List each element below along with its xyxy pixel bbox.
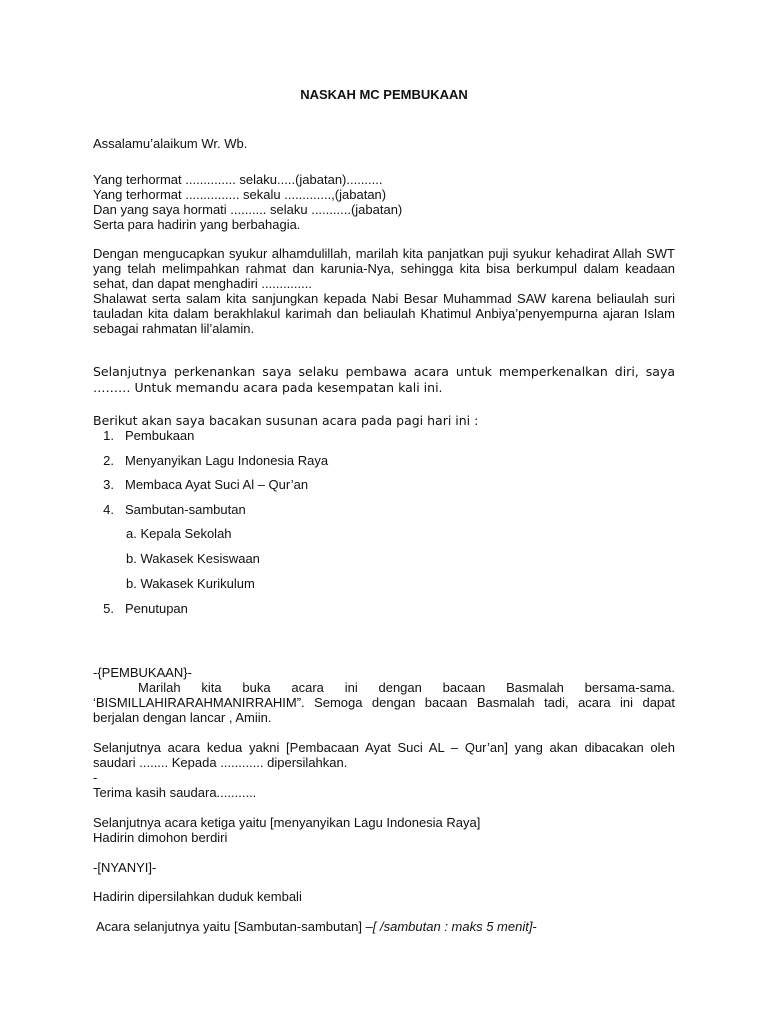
respect-line-1: Yang terhormat .............. selaku.....(jabatan).......... bbox=[93, 172, 383, 187]
respect-line-4: Serta para hadirin yang berbahagia. bbox=[93, 217, 301, 232]
anthem-line: Selanjutnya acara ketiga yaitu [menyanyikan Lagu Indonesia Raya] bbox=[93, 815, 481, 830]
intro-paragraph: Selanjutnya perkenankan saya selaku pembawa acara untuk memperkenalkan diri, saya ……… Untuk memandu acara pada kesempatan kali ini. bbox=[93, 364, 675, 395]
sub-list-text: a. Kepala Sekolah bbox=[126, 526, 232, 541]
thanks-line: Terima kasih saudara........... bbox=[93, 785, 257, 800]
list-number: 4. bbox=[103, 502, 114, 517]
next-agenda-note: [ /sambutan : maks 5 menit] bbox=[372, 919, 533, 934]
list-number: 3. bbox=[103, 477, 114, 492]
sit-line: Hadirin dipersilahkan duduk kembali bbox=[93, 889, 302, 904]
list-text: Sambutan-sambutan bbox=[125, 502, 246, 517]
gratitude-paragraph: Dengan mengucapkan syukur alhamdulillah, marilah kita panjatkan puji syukur kehadirat Allah SWT yang telah melimpahkan rahmat dan karunia-Nya, sehingga kita bisa berkumpul dalam keadaan sehat, dan dapat menghadiri .............. bbox=[93, 246, 675, 291]
list-number: 5. bbox=[103, 601, 114, 616]
next-agenda-end: - bbox=[532, 919, 537, 934]
list-text: Pembukaan bbox=[125, 428, 195, 443]
greeting: Assalamu’alaikum Wr. Wb. bbox=[93, 136, 248, 151]
respect-line-2: Yang terhormat ............... sekalu .............,(jabatan) bbox=[93, 187, 387, 202]
list-number: 1. bbox=[103, 428, 114, 443]
quran-paragraph: Selanjutnya acara kedua yakni [Pembacaan Ayat Suci AL – Qur’an] yang akan dibacakan oleh saudari ........ Kepada ............ dipersilahkan. bbox=[93, 740, 675, 770]
nyanyi-tag: -[NYANYI]- bbox=[93, 860, 157, 875]
list-number: 2. bbox=[103, 453, 114, 468]
list-text: Membaca Ayat Suci Al – Qur’an bbox=[125, 477, 309, 492]
document-title: NASKAH MC PEMBUKAAN bbox=[300, 87, 468, 102]
pembukaan-tag: -{PEMBUKAAN}- bbox=[93, 665, 192, 680]
agenda-intro: Berikut akan saya bacakan susunan acara pada pagi hari ini : bbox=[93, 413, 479, 428]
basmalah-paragraph: Marilah kita buka acara ini dengan bacaan Basmalah bersama-sama. ‘BISMILLAHIRARAHMANIRRAHIM”. Semoga dengan bacaan Basmalah tadi, acara ini dapat berjalan dengan lancar , Amiin. bbox=[93, 680, 675, 725]
dash-line: - bbox=[93, 770, 98, 785]
next-agenda-line bbox=[96, 919, 537, 934]
sub-list-text: b. Wakasek Kurikulum bbox=[126, 576, 255, 591]
respect-line-3: Dan yang saya hormati .......... selaku ...........(jabatan) bbox=[93, 202, 403, 217]
list-text: Menyanyikan Lagu Indonesia Raya bbox=[125, 453, 329, 468]
shalawat-paragraph: Shalawat serta salam kita sanjungkan kepada Nabi Besar Muhammad SAW karena beliaulah suri tauladan kita dalam berakhlakul karimah dan beliaulah Khatimul Anbiya’penyempurna ajaran Islam sebagai rahmatan lil’alamin. bbox=[93, 291, 675, 336]
stand-line: Hadirin dimohon berdiri bbox=[93, 830, 228, 845]
sub-list-text: b. Wakasek Kesiswaan bbox=[126, 551, 260, 566]
list-text: Penutupan bbox=[125, 601, 188, 616]
next-agenda-text: Acara selanjutnya yaitu [Sambutan-sambutan] – bbox=[96, 919, 373, 934]
